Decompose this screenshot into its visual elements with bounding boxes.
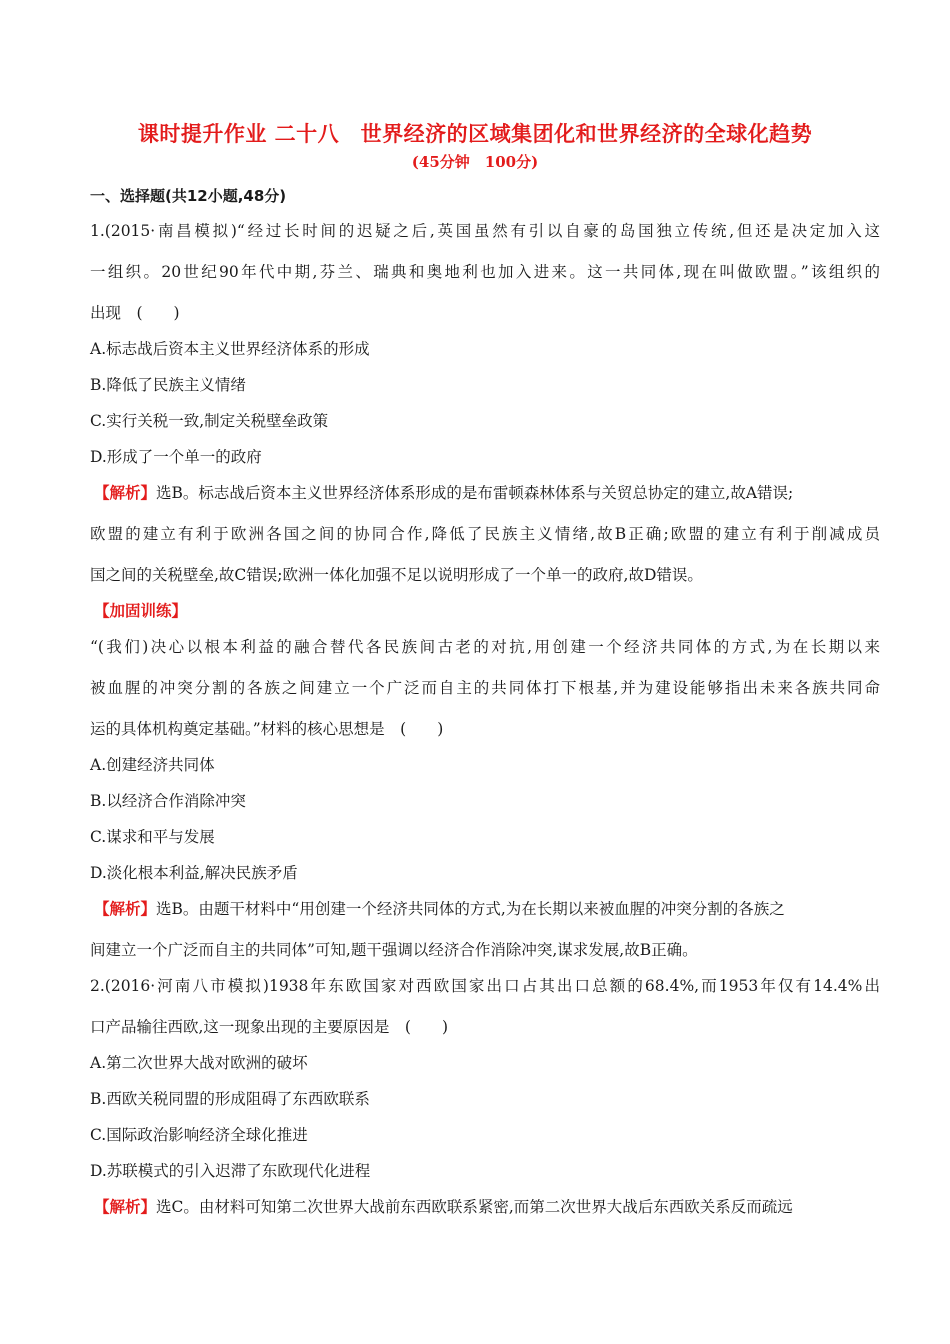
section-heading: 一、选择题(共12小题,48分): [90, 187, 287, 205]
q1-stem-line-3: 出现 ( ): [90, 304, 180, 322]
q2-analysis-text-1: 选C。由材料可知第二次世界大战前东西欧联系紧密,而第二次世界大战后东西欧关系反而疏远: [156, 1198, 793, 1216]
q1-analysis-tag: 【解析】: [94, 483, 157, 502]
q2-stem-line-2: 口产品输往西欧,这一现象出现的主要原因是 ( ): [90, 1018, 449, 1036]
q2-stem-line-1: 2.(2016·河南八市模拟)1938年东欧国家对西欧国家出口占其出口总额的68.4%,而1953年仅有14.4%出: [90, 977, 880, 995]
q2-option-d: D.苏联模式的引入迟滞了东欧现代化进程: [90, 1162, 371, 1180]
q2-option-a: A.第二次世界大战对欧洲的破坏: [90, 1054, 308, 1072]
q1-stem-line-2: 一组织。20世纪90年代中期,芬兰、瑞典和奥地利也加入进来。这一共同体,现在叫做欧盟。”该组织的: [90, 263, 880, 281]
q1-option-a: A.标志战后资本主义世界经济体系的形成: [90, 340, 370, 358]
extra-analysis-text-1: 选B。由题干材料中“用创建一个经济共同体的方式,为在长期以来被血腥的冲突分割的各族之: [156, 900, 785, 918]
q1-stem-line-1: 1.(2015·南昌模拟)“经过长时间的迟疑之后,英国虽然有引以自豪的岛国独立传统,但还是决定加入这: [90, 222, 880, 240]
q1-analysis-text-1: 选B。标志战后资本主义世界经济体系形成的是布雷顿森林体系与关贸总协定的建立,故A错误;: [156, 484, 794, 502]
q2-option-c: C.国际政治影响经济全球化推进: [90, 1126, 308, 1144]
extra-option-b: B.以经济合作消除冲突: [90, 792, 246, 810]
q1-option-c: C.实行关税一致,制定关税壁垒政策: [90, 412, 329, 430]
extra-stem-line-3: 运的具体机构奠定基础。”材料的核心思想是 ( ): [90, 720, 444, 738]
extra-analysis-line-1: [94, 899, 884, 919]
extra-training-tag: 【加固训练】: [94, 601, 188, 620]
page-subtitle: (45分钟 100分): [411, 153, 539, 171]
q1-option-b: B.降低了民族主义情绪: [90, 376, 246, 394]
q2-option-b: B.西欧关税同盟的形成阻碍了东西欧联系: [90, 1090, 370, 1108]
extra-analysis-line-2: 间建立一个广泛而自主的共同体”可知,题干强调以经济合作消除冲突,谋求发展,故B正确。: [90, 941, 698, 959]
extra-option-c: C.谋求和平与发展: [90, 828, 215, 846]
q1-analysis-line-1: [94, 483, 884, 503]
extra-option-d: D.淡化根本利益,解决民族矛盾: [90, 864, 298, 882]
extra-stem-line-2: 被血腥的冲突分割的各族之间建立一个广泛而自主的共同体打下根基,并为建设能够指出未来各族共同命: [90, 679, 880, 697]
extra-stem-line-1: “(我们)决心以根本利益的融合替代各民族间古老的对抗,用创建一个经济共同体的方式,为在长期以来: [90, 638, 880, 656]
extra-analysis-tag: 【解析】: [94, 899, 157, 918]
page-title: 课时提升作业 二十八 世界经济的区域集团化和世界经济的全球化趋势: [137, 122, 813, 146]
q1-option-d: D.形成了一个单一的政府: [90, 448, 262, 466]
q1-analysis-line-2: 欧盟的建立有利于欧洲各国之间的协同合作,降低了民族主义情绪,故B正确;欧盟的建立有利于削减成员: [90, 525, 880, 543]
extra-option-a: A.创建经济共同体: [90, 756, 215, 774]
q2-analysis-tag: 【解析】: [94, 1197, 157, 1216]
q1-analysis-line-3: 国之间的关税壁垒,故C错误;欧洲一体化加强不足以说明形成了一个单一的政府,故D错误。: [90, 566, 703, 584]
q2-analysis-line-1: [94, 1197, 884, 1217]
